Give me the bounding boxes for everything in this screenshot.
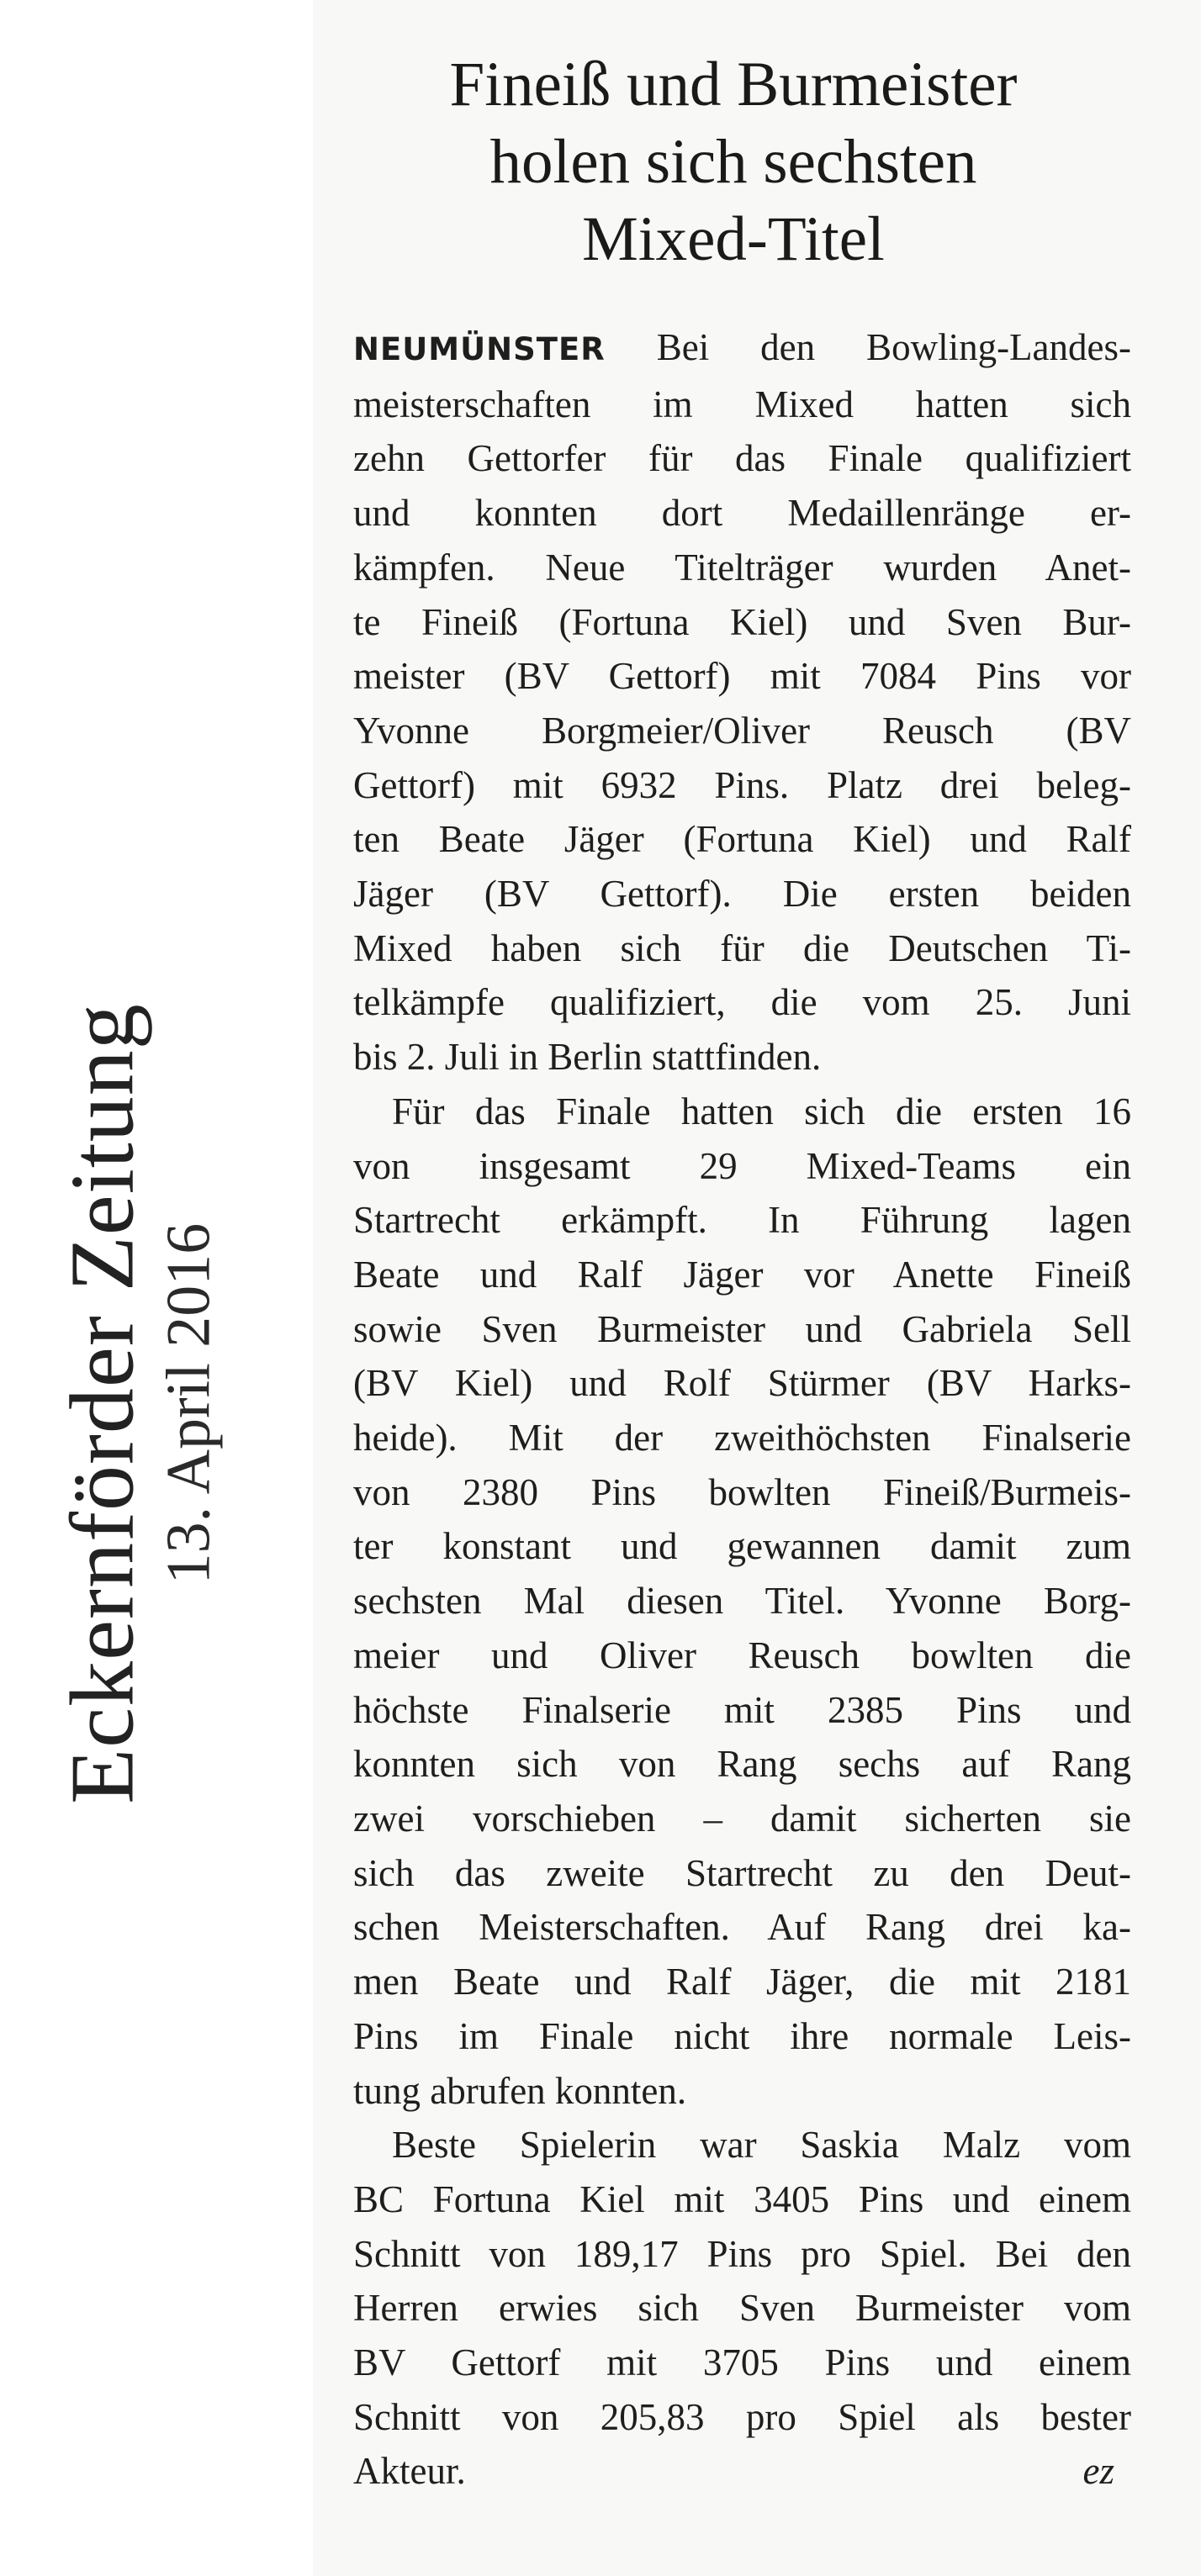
text-line: sechsten Mal diesen Titel. Yvonne Borg- bbox=[353, 1580, 1131, 1623]
text-line: bis 2. Juli in Berlin stattfinden. bbox=[353, 1036, 822, 1079]
article-body bbox=[353, 320, 1131, 2499]
paragraph bbox=[353, 2118, 1131, 2444]
masthead-vertical bbox=[42, 908, 235, 1900]
text-line: Jäger (BV Gettorf). Die ersten beiden bbox=[353, 873, 1131, 916]
headline bbox=[372, 46, 1095, 278]
text-line: Schnitt von 189,17 Pins pro Spiel. Bei den bbox=[353, 2232, 1131, 2275]
text-line: sich das zweite Startrecht zu den Deut- bbox=[353, 1851, 1131, 1894]
text-line: Schnitt von 205,83 pro Spiel als bester bbox=[353, 2395, 1131, 2438]
text-line: tung abrufen konnten. bbox=[353, 2069, 687, 2112]
article bbox=[353, 46, 1131, 2499]
text-line-content: Bei den Bowling-Landes- bbox=[605, 326, 1131, 368]
headline-line: Mixed-Titel bbox=[582, 204, 885, 274]
masthead-text bbox=[52, 1003, 224, 1805]
text-line: von 2380 Pins bowlten Fineiß/Burmeis- bbox=[353, 1470, 1131, 1513]
text-line: zwei vorschieben – damit sicherten sie bbox=[353, 1797, 1131, 1840]
text-line: meier und Oliver Reusch bowlten die bbox=[353, 1634, 1131, 1676]
text-line: meisterschaften im Mixed hatten sich bbox=[353, 383, 1131, 425]
text-line: höchste Finalserie mit 2385 Pins und bbox=[353, 1688, 1131, 1731]
text-line: Yvonne Borgmeier/Oliver Reusch (BV bbox=[353, 709, 1131, 752]
text-line: Für das Finale hatten sich die ersten 16 bbox=[392, 1090, 1131, 1132]
text-line: te Fineiß (Fortuna Kiel) und Sven Bur- bbox=[353, 600, 1131, 643]
text-line: konnten sich von Rang sechs auf Rang bbox=[353, 1743, 1131, 1786]
closing-line bbox=[353, 2444, 1131, 2499]
closing-text: Akteur. bbox=[353, 2450, 466, 2493]
paragraph bbox=[353, 1085, 1131, 2118]
text-line: meister (BV Gettorf) mit 7084 Pins vor bbox=[353, 655, 1131, 698]
text-line: von insgesamt 29 Mixed-Teams ein bbox=[353, 1144, 1131, 1187]
text-line: telkämpfe qualifiziert, die vom 25. Juni bbox=[353, 981, 1131, 1024]
publication-date: 13. April 2016 bbox=[154, 1223, 224, 1585]
text-line: (BV Kiel) und Rolf Stürmer (BV Harks- bbox=[353, 1362, 1131, 1405]
text-line: Herren erwies sich Sven Burmeister vom bbox=[353, 2287, 1131, 2330]
text-line: men Beate und Ralf Jäger, die mit 2181 bbox=[353, 1961, 1131, 2003]
headline-line: Fineiß und Burmeister bbox=[449, 50, 1018, 119]
text-line: BC Fortuna Kiel mit 3405 Pins und einem bbox=[353, 2177, 1131, 2220]
text-line: Beste Spielerin war Saskia Malz vom bbox=[392, 2124, 1131, 2167]
text-line: ter konstant und gewannen damit zum bbox=[353, 1525, 1131, 1568]
newspaper-name: Eckernförder Zeitung bbox=[52, 1003, 153, 1805]
text-line: BV Gettorf mit 3705 Pins und einem bbox=[353, 2341, 1131, 2384]
text-line: kämpfen. Neue Titelträger wurden Anet- bbox=[353, 546, 1131, 589]
text-line bbox=[353, 320, 1131, 377]
text-line: Startrecht erkämpft. In Führung lagen bbox=[353, 1199, 1131, 1242]
dateline: NEUMÜNSTER bbox=[353, 331, 606, 367]
text-line: sowie Sven Burmeister und Gabriela Sell bbox=[353, 1307, 1131, 1350]
text-line: Gettorf) mit 6932 Pins. Platz drei beleg- bbox=[353, 763, 1131, 806]
text-line: und konnten dort Medaillenränge er- bbox=[353, 492, 1131, 535]
author-initials: ez bbox=[1082, 2450, 1114, 2493]
text-line: Pins im Finale nicht ihre normale Leis- bbox=[353, 2014, 1131, 2057]
headline-line: holen sich sechsten bbox=[489, 127, 977, 197]
text-line: zehn Gettorfer für das Finale qualifiziert bbox=[353, 437, 1131, 480]
text-line: ten Beate Jäger (Fortuna Kiel) und Ralf bbox=[353, 818, 1131, 861]
text-line: heide). Mit der zweithöchsten Finalserie bbox=[353, 1417, 1131, 1460]
text-line: schen Meisterschaften. Auf Rang drei ka- bbox=[353, 1906, 1131, 1949]
text-line: Mixed haben sich für die Deutschen Ti- bbox=[353, 926, 1131, 969]
text-line: Beate und Ralf Jäger vor Anette Fineiß bbox=[353, 1253, 1131, 1296]
paragraph bbox=[353, 320, 1131, 1085]
